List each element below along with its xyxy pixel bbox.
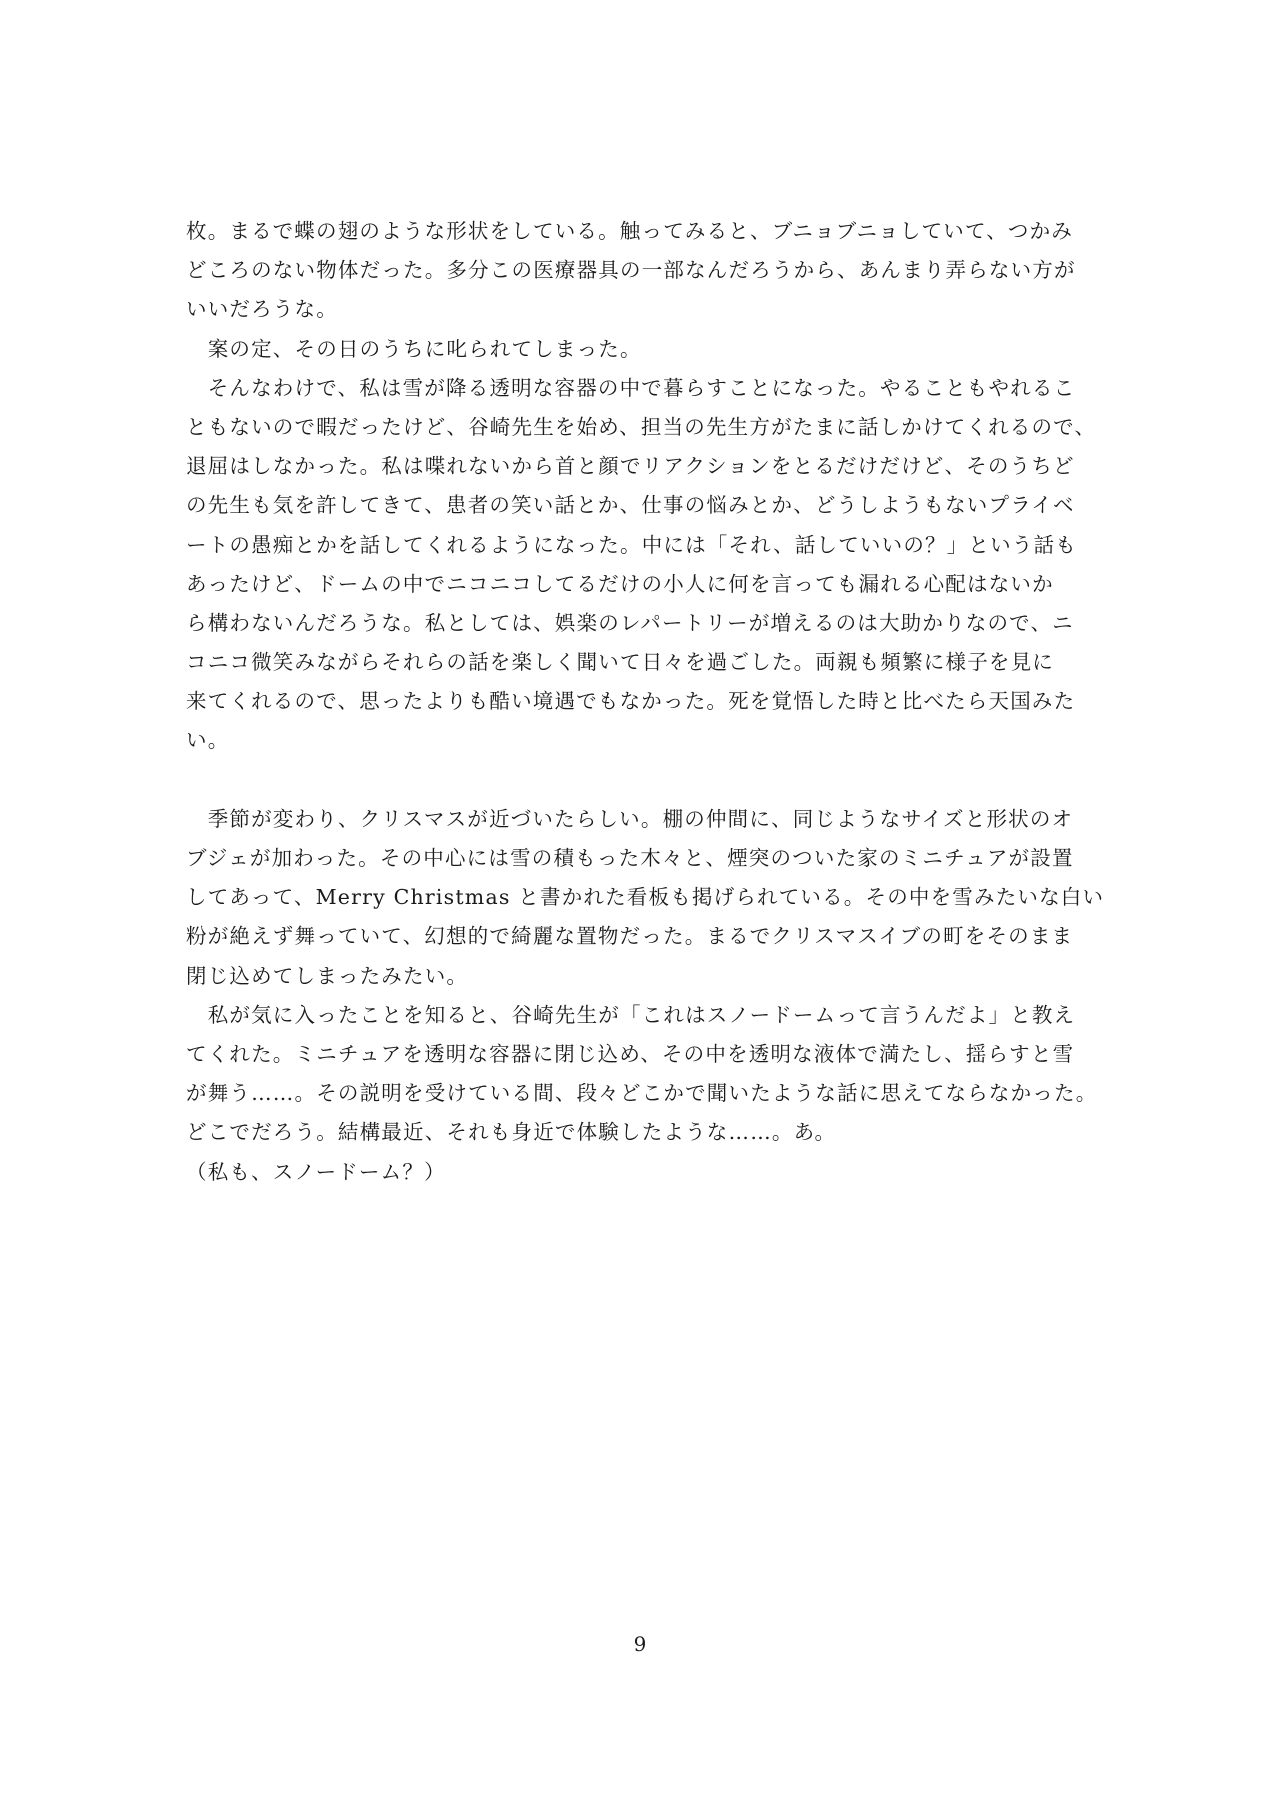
text-line: 季節が変わり、クリスマスが近づいたらしい。棚の仲間に、同じようなサイズと形状のオ (186, 806, 1074, 831)
text-line: ともないので暇だったけど、谷崎先生を始め、担当の先生方がたまに話しかけてくれるので、 (186, 414, 1097, 439)
text-line: いいだろうな。 (186, 297, 338, 322)
text-line: てくれた。ミニチュアを透明な容器に閉じ込め、その中を透明な液体で満たし、揺らすと雪 (186, 1041, 1075, 1066)
text-line: そんなわけで、私は雪が降る透明な容器の中で暮らすことになった。やることもやれるこ (186, 375, 1076, 400)
text-line: 案の定、その日のうちに叱られてしまった。 (186, 336, 642, 361)
text-line: 私が気に入ったことを知ると、谷崎先生が「これはスノードームって言うんだよ」と教え (186, 1002, 1076, 1027)
page-number: 9 (633, 1632, 647, 1656)
text-line: コニコ微笑みながらそれらの話を楽しく聞いて日々を過ごした。両親も頻繁に様子を見に (186, 650, 1054, 675)
text-line: 退屈はしなかった。私は喋れないから首と顔でリアクションをとるだけだけど、そのうちど (186, 454, 1075, 479)
text-line: 閉じ込めてしまったみたい。 (186, 963, 469, 988)
text-line: どこでだろう。結構最近、それも身近で体験したような……。あ。 (186, 1120, 837, 1145)
text-line: が舞う……。その説明を受けている間、段々どこかで聞いたような話に思えてならなかった。 (186, 1081, 1098, 1106)
text-line: 枚。まるで蝶の翅のような形状をしている。触ってみると、ブニョブニョしていて、つかみ (186, 219, 1074, 243)
text-line: （私も、スノードーム？） (186, 1159, 446, 1184)
text-line: ら構わないんだろうな。私としては、娯楽のレパートリーが増えるのは大助かりなので、ニ (186, 610, 1074, 635)
text-line: ートの愚痴とかを話してくれるようになった。中には「それ、話していいの？」という話も (186, 532, 1077, 557)
text-line: ブジェが加わった。その中心には雪の積もった木々と、煙突のついた家のミニチュアが設置 (186, 846, 1074, 870)
text-line: どころのない物体だった。多分この医療器具の一部なんだろうから、あんまり弄らない方が (186, 258, 1076, 283)
body-text (186, 212, 1116, 1192)
text-line: あったけど、ドームの中でニコニコしてるだけの小人に何を言っても漏れる心配はないか (186, 571, 1054, 596)
text-line: してあって、Merry Christmas と書かれた看板も掲げられている。その中を雪みたいな白い (186, 885, 1105, 910)
text-line: 来てくれるので、思ったよりも酷い境遇でもなかった。死を覚悟した時と比べたら天国みた (186, 689, 1076, 714)
text-line: い。 (186, 728, 230, 753)
paragraph-break (186, 761, 1116, 800)
text-line: の先生も気を許してきて、患者の笑い話とか、仕事の悩みとか、どうしようもないプライベ (186, 493, 1075, 518)
text-line: 粉が絶えず舞っていて、幻想的で綺麗な置物だった。まるでクリスマスイブの町をそのまま (186, 924, 1074, 949)
